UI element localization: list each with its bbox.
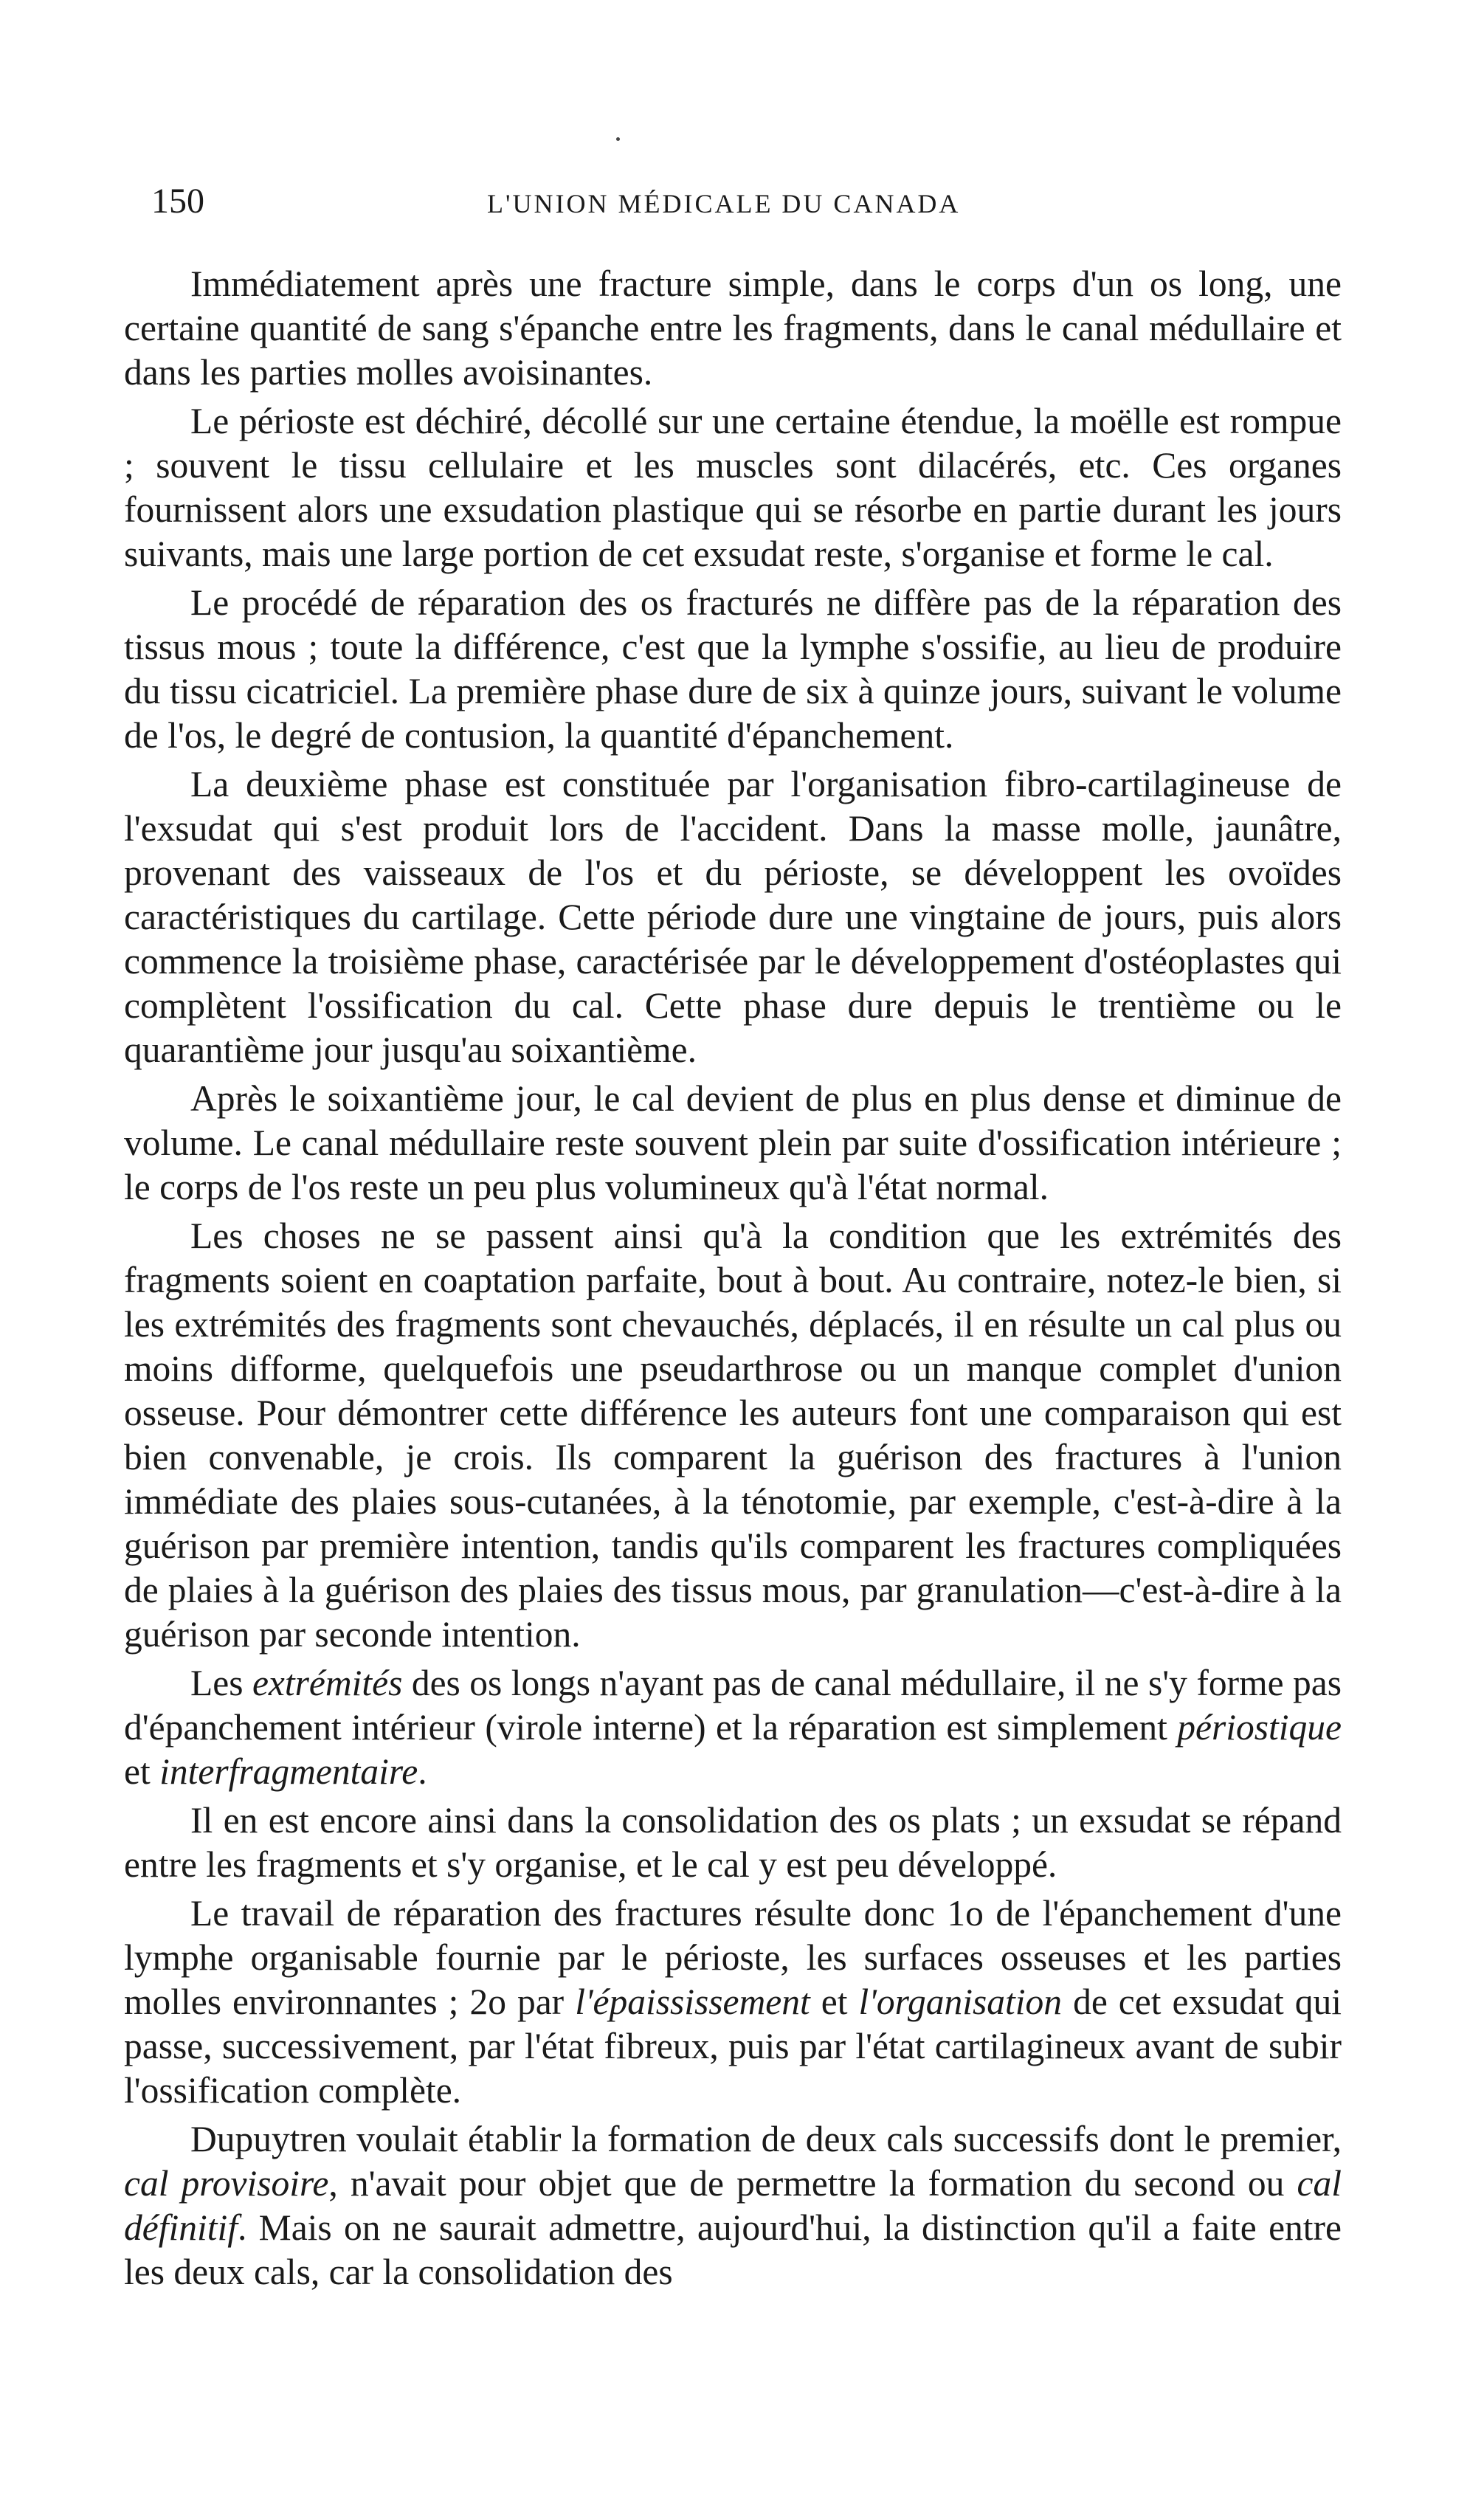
italic-term: cal provisoire: [124, 2163, 329, 2204]
print-speck: [616, 137, 620, 141]
body-text: [124, 262, 1342, 2299]
paragraph-text: Le travail de réparation des fractures résulte donc 1o de l'épanchement d'une lymphe organisable fournie par le périoste, les surfaces osseuses et les parties molles environnantes ; 2o par: [124, 1893, 1342, 2022]
running-title: L'UNION MÉDICALE DU CANADA: [487, 189, 961, 218]
paragraph-3: [124, 581, 1342, 758]
italic-term: extrémités: [252, 1663, 403, 1703]
italic-term: l'épaississement: [575, 1982, 810, 2022]
paragraph-text: des os longs n'ayant pas de canal médullaire, il ne s'y forme pas d'épanchement intérieur (virole interne) et la réparation est simplement: [124, 1663, 1342, 1748]
paragraph-9: [124, 1891, 1342, 2113]
paragraph-2: [124, 399, 1342, 576]
paragraph-text: Les: [190, 1663, 252, 1703]
page-header: [140, 181, 1291, 240]
paragraph-text: .: [418, 1751, 427, 1792]
paragraph-8: [124, 1798, 1342, 1887]
paragraph-1: [124, 262, 1342, 395]
paragraph-text: Le périoste est déchiré, décollé sur une certaine étendue, la moëlle est rompue ; souvent le tissu cellulaire et les muscles sont dilacérés, etc. Ces organes fournissent alors une exsudation plastique qui se résorbe en partie durant les jours suivants, mais une large portion de cet exsudat reste, s'organise et forme le cal.: [124, 401, 1342, 574]
paragraph-text: Après le soixantième jour, le cal devient de plus en plus dense et diminue de volume. Le canal médullaire reste souvent plein par suite d'ossification intérieure ; le corps de l'os reste un peu plus volumineux qu'à l'état normal.: [124, 1078, 1342, 1207]
paragraph-text: et: [124, 1751, 160, 1792]
page-number: 150: [151, 182, 204, 221]
paragraph-4: [124, 762, 1342, 1072]
italic-term: cal définitif: [124, 2163, 1342, 2248]
paragraph-5: [124, 1077, 1342, 1210]
paragraph-text: . Mais on ne saurait admettre, aujourd'hui, la distinction qu'il a faite entre les deux cals, car la consolidation des: [124, 2207, 1342, 2292]
paragraph-7: [124, 1661, 1342, 1794]
paragraph-text: , n'avait pour objet que de permettre la formation du second ou: [328, 2163, 1297, 2204]
paragraph-text: La deuxième phase est constituée par l'organisation fibro-cartilagineuse de l'exsudat qui s'est produit lors de l'accident. Dans la masse molle, jaunâtre, provenant des vaisseaux de l'os et du périoste, se développent les ovoïdes caractéristiques du cartilage. Cette période dure une vingtaine de jours, puis alors commence la troisième phase, caractérisée par le développement d'ostéoplastes qui complètent l'ossification du cal. Cette phase dure depuis le trentième ou le quarantième jour jusqu'au soixantième.: [124, 764, 1342, 1070]
paragraph-text: de cet exsudat qui passe, successivement, par l'état fibreux, puis par l'état cartilagineux avant de subir l'ossification complète.: [124, 1982, 1342, 2111]
paragraph-text: Le procédé de réparation des os fracturés ne diffère pas de la réparation des tissus mous ; toute la différence, c'est que la lymphe s'ossifie, au lieu de produire du tissu cicatriciel. La première phase dure de six à quinze jours, suivant le volume de l'os, le degré de contusion, la quantité d'épanchement.: [124, 582, 1342, 756]
italic-term: interfragmentaire: [159, 1751, 418, 1792]
paragraph-6: [124, 1214, 1342, 1657]
paragraph-text: Immédiatement après une fracture simple, dans le corps d'un os long, une certaine quantité de sang s'épanche entre les fragments, dans le canal médullaire et dans les parties molles avoisinantes.: [124, 263, 1342, 393]
italic-term: l'organisation: [858, 1982, 1063, 2022]
paragraph-10: [124, 2117, 1342, 2294]
paragraph-text: Il en est encore ainsi dans la consolidation des os plats ; un exsudat se répand entre les fragments et s'y organise, et le cal y est peu développé.: [124, 1800, 1342, 1885]
paragraph-text: et: [810, 1982, 859, 2022]
paragraph-text: Dupuytren voulait établir la formation de deux cals successifs dont le premier,: [190, 2119, 1342, 2159]
italic-term: périostique: [1177, 1707, 1342, 1748]
paragraph-text: Les choses ne se passent ainsi qu'à la condition que les extrémités des fragments soient en coaptation parfaite, bout à bout. Au contraire, notez-le bien, si les extrémités des fragments sont chevauchés, déplacés, il en résulte un cal plus ou moins difforme, quelquefois une pseudarthrose ou un manque complet d'union osseuse. Pour démontrer cette différence les auteurs font une comparaison qui est bien convenable, je crois. Ils comparent la guérison des fractures à l'union immédiate des plaies sous-cutanées, à la ténotomie, par exemple, c'est-à-dire à la guérison par première intention, tandis qu'ils comparent les fractures compliquées de plaies à la guérison des plaies des tissus mous, par granulation—c'est-à-dire à la guérison par seconde intention.: [124, 1215, 1342, 1655]
